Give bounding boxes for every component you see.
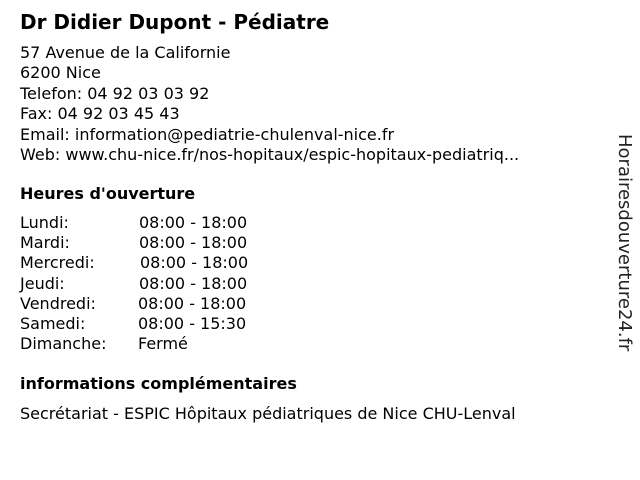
hours-row-mercredi xyxy=(20,253,340,273)
day-label: Samedi: xyxy=(20,313,86,333)
day-label: Dimanche: xyxy=(20,334,107,354)
address-street: 57 Avenue de la Californie xyxy=(20,43,231,62)
email-address: Email: information@pediatrie-chulenval-nice.fr xyxy=(20,124,395,144)
hours-value: 08:00 - 18:00 xyxy=(139,213,248,232)
hours-row-dimanche xyxy=(20,334,340,354)
additional-info-heading: informations complémentaires xyxy=(20,374,297,393)
day-label: Jeudi: xyxy=(20,273,65,293)
hours-row-lundi xyxy=(20,213,340,233)
page-title: Dr Didier Dupont - Pédiatre xyxy=(20,10,330,34)
opening-hours-heading: Heures d'ouverture xyxy=(20,184,196,203)
day-label: Mardi: xyxy=(20,233,70,253)
hours-value: 08:00 - 18:00 xyxy=(139,233,248,253)
phone-number: Telefon: 04 92 03 03 92 xyxy=(20,83,210,103)
hours-value: 08:00 - 18:00 xyxy=(139,273,248,293)
address-city: 6200 Nice xyxy=(20,63,101,83)
hours-value: 08:00 - 18:00 xyxy=(138,293,247,313)
hours-value: 08:00 - 18:00 xyxy=(140,253,249,273)
hours-value: Fermé xyxy=(138,334,188,354)
contact-block xyxy=(20,43,519,165)
hours-row-jeudi xyxy=(20,274,340,294)
hours-row-mardi xyxy=(20,233,340,253)
web-address: Web: www.chu-nice.fr/nos-hopitaux/espic-hopitaux-pediatriq... xyxy=(20,144,520,164)
hours-row-samedi xyxy=(20,314,340,334)
day-label: Lundi: xyxy=(20,213,69,232)
site-watermark: Horairesdouverture24.fr xyxy=(614,134,635,352)
hours-row-vendredi xyxy=(20,294,340,314)
hours-value: 08:00 - 15:30 xyxy=(138,313,247,333)
day-label: Mercredi: xyxy=(20,253,95,273)
day-label: Vendredi: xyxy=(20,293,96,313)
additional-info-text: Secrétariat - ESPIC Hôpitaux pédiatriques de Nice CHU-Lenval xyxy=(20,404,516,423)
fax-number: Fax: 04 92 03 45 43 xyxy=(20,104,180,124)
opening-hours-table xyxy=(20,213,340,354)
